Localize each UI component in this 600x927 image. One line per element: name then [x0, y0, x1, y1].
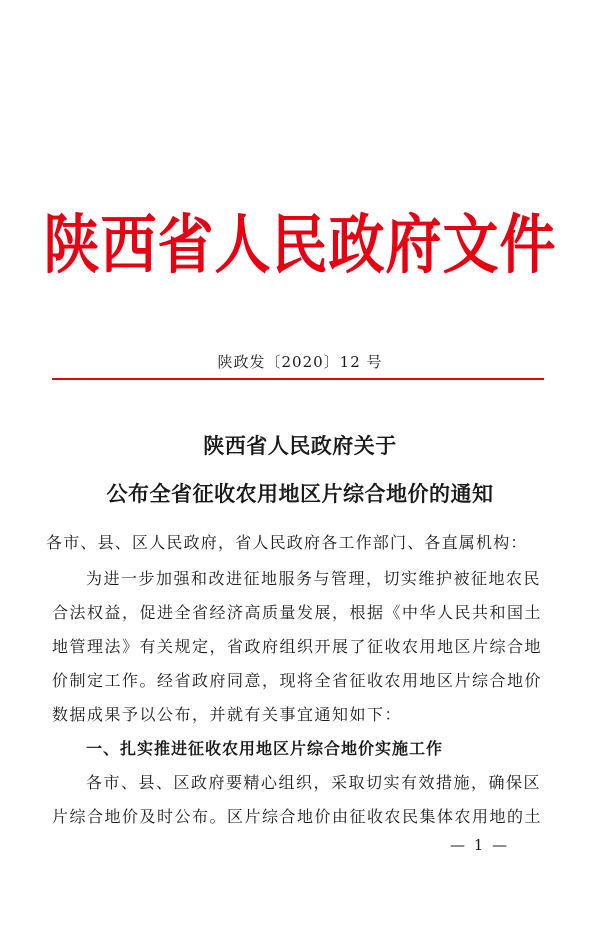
body-line: 地管理法》有关规定，省政府组织开展了征收农用地区片综合地	[52, 637, 543, 656]
section-1-line: 各市、县、区政府要精心组织，采取切实有效措施，确保区	[86, 773, 542, 792]
masthead-title: 陕西省人民政府文件	[43, 207, 557, 284]
body-line: 为进一步加强和改进征地服务与管理，切实维护被征地农民	[86, 569, 542, 588]
section-1-line: 片综合地价及时公布。区片综合地价由征收农民集体农用地的土	[52, 807, 543, 826]
document-number: 陕政发〔2020〕12 号	[217, 353, 383, 371]
salutation: 各市、县、区人民政府，省人民政府各工作部门、各直属机构：	[46, 533, 528, 552]
notice-title-line-2: 公布全省征收农用地区片综合地价的通知	[106, 481, 494, 506]
notice-title-line-1: 陕西省人民政府关于	[203, 433, 397, 458]
red-divider-line	[52, 378, 544, 380]
section-1-heading: 一、扎实推进征收农用地区片综合地价实施工作	[86, 739, 444, 758]
page-number: — 1 —	[450, 836, 510, 854]
body-line: 价制定工作。经省政府同意，现将全省征收农用地区片综合地价	[52, 671, 543, 690]
body-line: 数据成果予以公布，并就有关事宜通知如下：	[52, 705, 403, 724]
body-line: 合法权益，促进全省经济高质量发展，根据《中华人民共和国土	[52, 603, 543, 622]
